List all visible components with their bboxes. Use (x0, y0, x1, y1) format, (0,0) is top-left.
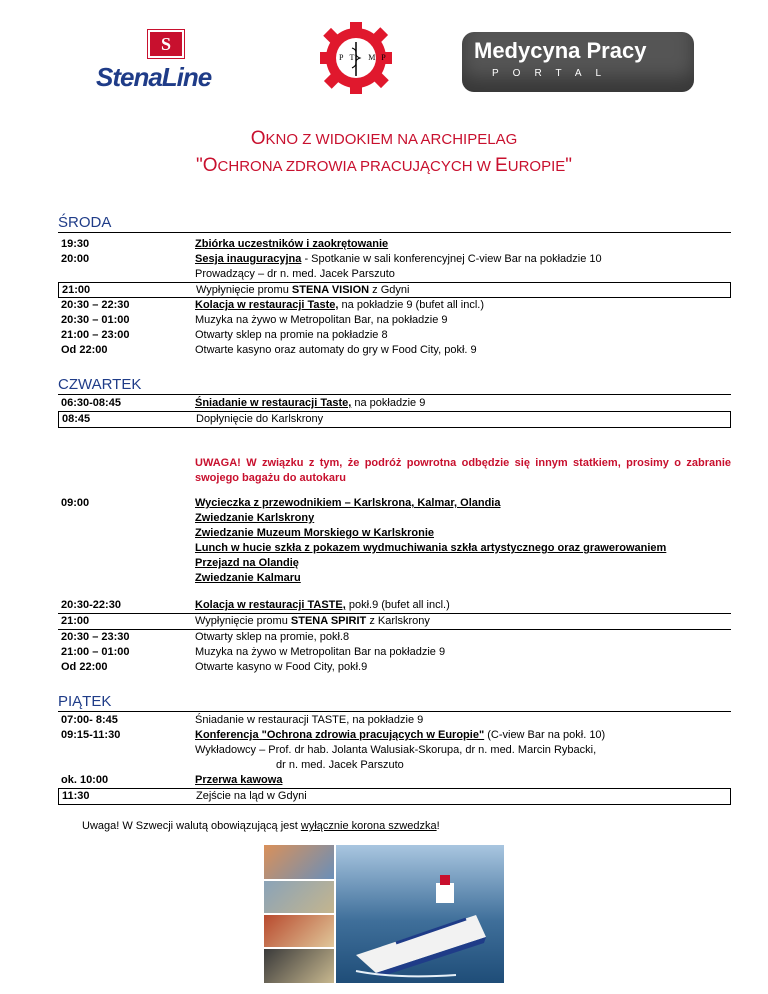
trip-row (58, 571, 731, 586)
row-desc-bold: Śniadanie w restauracji Taste, (195, 397, 352, 409)
schedule-row-boxed (58, 788, 731, 805)
row-desc-text: (C-view Bar na pokł. 10) (484, 729, 606, 741)
row-desc-text: z Karlskrony (366, 615, 430, 627)
schedule-row (58, 328, 731, 343)
title-initial: O (250, 128, 266, 149)
day-heading-czwartek: CZWARTEK (58, 376, 142, 393)
row-time: ok. 10:00 (61, 774, 109, 786)
warning-notice: UWAGA! W związku z tym, że podróż powrotna odbędzie się innym statkiem, prosimy o zabranie swojego bagażu do autokaru (195, 457, 731, 484)
photo-cabin (264, 949, 334, 983)
row-desc-text: - Spotkanie w sali konferencyjnej C-view Bar na pokładzie 10 (301, 253, 602, 265)
note-underlined: wyłącznie korona szwedzka (300, 820, 437, 832)
row-desc (195, 598, 450, 613)
trip-item-text: Zwiedzanie Kalmaru (195, 572, 301, 584)
trip-item (195, 511, 314, 526)
schedule-row (58, 267, 731, 282)
title-line-1 (0, 126, 768, 153)
ferry-icon (336, 845, 504, 983)
currency-note (82, 820, 440, 832)
row-desc (195, 252, 602, 267)
row-desc (195, 728, 605, 743)
schedule-row (58, 630, 731, 645)
row-desc (195, 396, 425, 411)
row-desc-pre: Wypłynięcie promu (196, 284, 292, 296)
schedule-row (58, 614, 731, 630)
photo-food (264, 915, 334, 947)
schedule-row (58, 298, 731, 313)
row-desc (196, 283, 409, 298)
photo-people (264, 845, 334, 879)
row-time: 20:30 – 23:30 (61, 631, 130, 643)
row-time: 20:30 – 22:30 (61, 299, 130, 311)
schedule-row (58, 598, 731, 614)
row-time: 21:00 (61, 615, 90, 627)
row-desc-bold: Sesja inauguracyjna (195, 253, 302, 265)
row-desc-text: na pokładzie 9 (351, 397, 426, 409)
trip-row (58, 541, 731, 556)
row-desc-text: Dopłynięcie do Karlskrony (196, 413, 324, 425)
trip-row (58, 511, 731, 526)
medycyna-pracy-logo (462, 32, 694, 92)
photo-ferry (336, 845, 504, 983)
title-text-3: UROPIE (507, 158, 566, 175)
schedule-row (58, 773, 731, 788)
note-end: ! (436, 820, 440, 832)
row-desc-bold: Przerwa kawowa (195, 774, 283, 786)
trip-row (58, 526, 731, 541)
row-time: 09:00 (61, 497, 90, 509)
schedule-row-boxed (58, 411, 731, 428)
row-time: 20:30-22:30 (61, 599, 121, 611)
title-quote-open: " (196, 155, 203, 176)
ptmp-text: PT MP (339, 53, 392, 62)
trip-item (195, 541, 666, 556)
row-time: 21:00 – 23:00 (61, 329, 130, 341)
row-desc-text: Wykładowcy – Prof. dr hab. Jolanta Walusiak-Skorupa, dr n. med. Marcin Rybacki, (195, 744, 597, 756)
row-desc-text: Prowadzący – dr n. med. Jacek Parszuto (195, 268, 395, 280)
schedule-row (58, 758, 731, 773)
title-initial-o: O (202, 155, 218, 176)
title-initial-e: E (495, 155, 508, 176)
row-time: 20:30 – 01:00 (61, 314, 130, 326)
row-desc-bold: Zbiórka uczestników i zaokrętowanie (195, 238, 389, 250)
row-desc (195, 614, 430, 629)
schedule-row (58, 743, 731, 758)
row-time: 21:00 – 01:00 (61, 646, 130, 658)
row-desc-bold: Konferencja "Ochrona zdrowia pracujących w Europie" (195, 729, 485, 741)
schedule-row (58, 343, 731, 358)
row-desc-text: z Gdyni (369, 284, 410, 296)
schedule-row (58, 728, 731, 743)
row-desc-text: dr n. med. Jacek Parszuto (276, 759, 404, 771)
row-desc (195, 773, 282, 788)
row-desc-bold: STENA SPIRIT (290, 615, 367, 627)
title-text-2: CHRONA ZDROWIA PRACUJĄCYCH W (217, 158, 496, 175)
row-desc-text: pokł.9 (bufet all incl.) (345, 599, 450, 611)
schedule-row (58, 252, 731, 267)
trip-item (195, 556, 299, 571)
row-time: 20:00 (61, 253, 90, 265)
row-desc-text: Muzyka na żywo w Metropolitan Bar, na pokładzie 9 (195, 314, 448, 326)
row-time: Od 22:00 (61, 661, 108, 673)
mp-title: Medycyna Pracy (474, 38, 647, 63)
row-desc (195, 298, 484, 313)
row-desc-text: Otwarty sklep na promie na pokładzie 8 (195, 329, 388, 341)
trip-item (195, 496, 500, 511)
stena-wordmark: StenaLine (96, 62, 212, 92)
schedule-row (58, 237, 731, 252)
schedule-row (58, 660, 731, 675)
document-title (0, 126, 768, 180)
row-desc-bold: Kolacja w restauracji TASTE, (195, 599, 346, 611)
trip-item-text: Wycieczka z przewodnikiem – Karlskrona, Kalmar, Olandia (195, 497, 501, 509)
schedule-row (58, 645, 731, 660)
row-desc-text: na pokładzie 9 (bufet all incl.) (338, 299, 485, 311)
row-desc-pre: Wypłynięcie promu (195, 615, 291, 627)
trip-item (195, 526, 434, 541)
row-desc-text: Otwarte kasyno oraz automaty do gry w Food City, pokł. 9 (195, 344, 477, 356)
trip-item-text: Zwiedzanie Karlskrony (195, 512, 315, 524)
row-time: 06:30-08:45 (61, 397, 121, 409)
schedule-row (58, 496, 731, 511)
title-quote-close: " (565, 155, 572, 176)
trip-item (195, 571, 301, 586)
day-heading-sroda: ŚRODA (58, 214, 112, 231)
row-desc-text: Otwarty sklep na promie, pokł.8 (195, 631, 350, 643)
photo-collage (264, 845, 504, 983)
row-time: 07:00- 8:45 (61, 714, 118, 726)
row-time: Od 22:00 (61, 344, 108, 356)
stena-badge (148, 30, 184, 58)
row-desc-text: Zejście na ląd w Gdyni (196, 790, 307, 802)
stena-badge-letter: S (160, 33, 171, 54)
row-desc-bold: Kolacja w restauracji Taste, (195, 299, 339, 311)
trip-item-text: Lunch w hucie szkła z pokazem wydmuchiwania szkła artystycznego oraz grawerowaniem (195, 542, 667, 554)
schedule-row (58, 396, 731, 411)
day-underline (58, 711, 731, 712)
logo-bar (0, 18, 768, 98)
row-time: 08:45 (62, 413, 91, 425)
trip-row (58, 556, 731, 571)
row-desc (195, 237, 388, 252)
row-desc-text: Otwarte kasyno w Food City, pokł.9 (195, 661, 368, 673)
mp-subtitle: PORTAL (492, 68, 616, 79)
row-time: 11:30 (62, 790, 90, 802)
row-time: 19:30 (61, 238, 90, 250)
day-underline (58, 394, 731, 395)
row-desc-text: Śniadanie w restauracji TASTE, na pokładzie 9 (195, 714, 424, 726)
ptmp-logo (316, 20, 396, 96)
photo-restaurant (264, 881, 334, 913)
row-desc-text: Muzyka na żywo w Metropolitan Bar na pokładzie 9 (195, 646, 446, 658)
row-time: 21:00 (62, 284, 91, 296)
title-text: KNO Z WIDOKIEM NA ARCHIPELAG (265, 131, 518, 148)
schedule-row (58, 713, 731, 728)
trip-item-text: Zwiedzanie Muzeum Morskiego w Karlskronie (195, 527, 434, 539)
trip-item-text: Przejazd na Olandię (195, 557, 299, 569)
row-desc-bold: STENA VISION (291, 284, 370, 296)
day-heading-piatek: PIĄTEK (58, 693, 112, 710)
day-underline (58, 232, 731, 233)
row-time: 09:15-11:30 (61, 729, 121, 741)
title-line-2 (0, 153, 768, 180)
schedule-row-boxed (58, 282, 731, 298)
note-text: Uwaga! W Szwecji walutą obowiązującą jest (82, 820, 301, 832)
stena-line-logo (96, 30, 248, 90)
schedule-row (58, 313, 731, 328)
